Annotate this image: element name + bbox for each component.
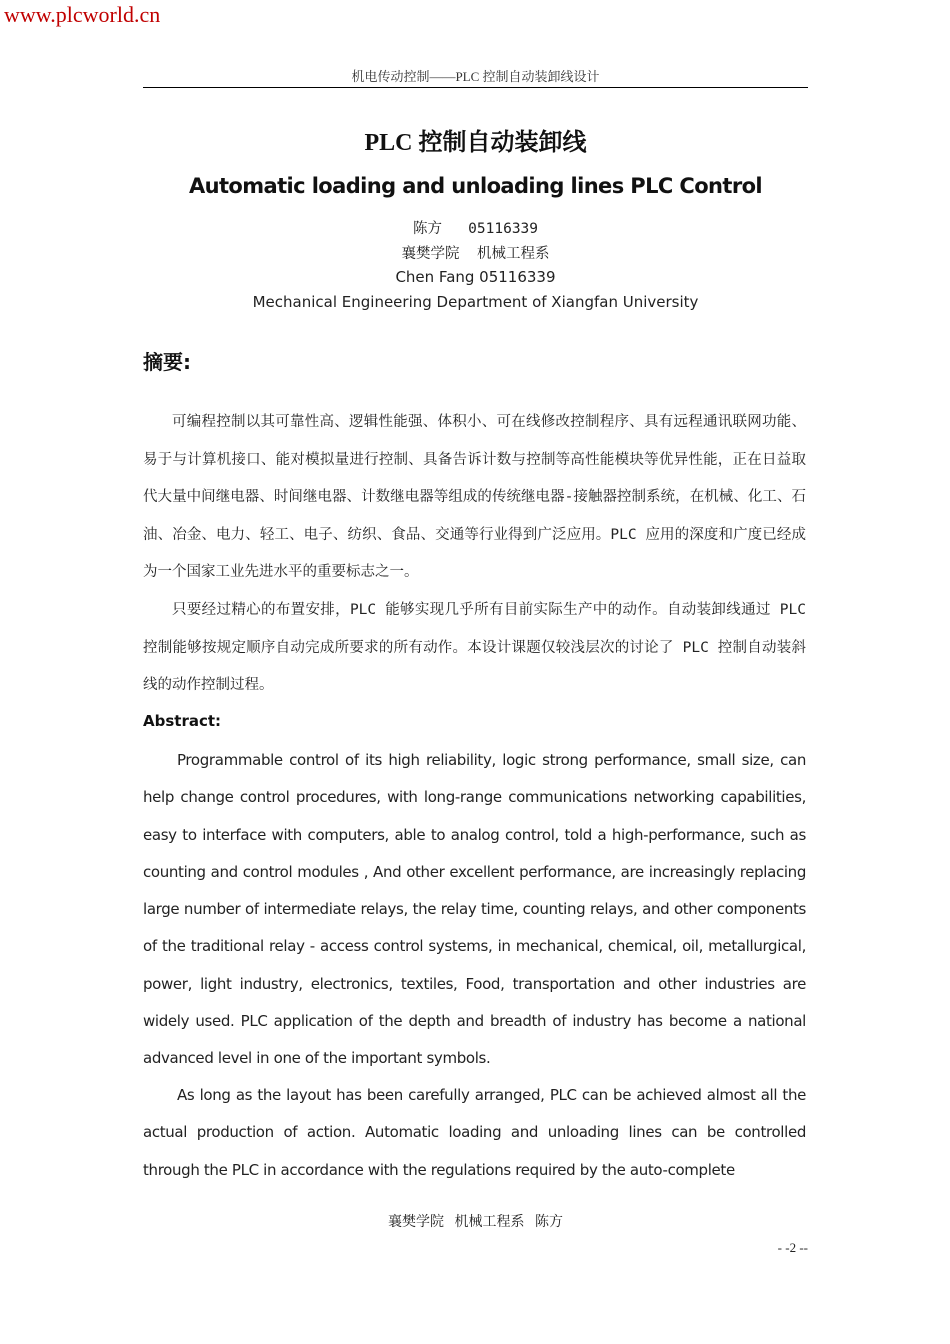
author-name-id-zh: 陈方 05116339	[412, 221, 539, 237]
abstract-paragraph-en-2: As long as the layout has been carefully arranged, PLC can be achieved almost all the actual production of action. Automatic loading and unloading lines can be controlled through the PLC in accordance with the regulations required by the auto-complete	[143, 1086, 806, 1179]
page-number: - -2 --	[777, 1240, 808, 1255]
abstract-heading-en: Abstract:	[143, 712, 222, 730]
author-name-id-en: Chen Fang 05116339	[395, 268, 556, 286]
running-header: 机电传动控制——PLC 控制自动装卸线设计	[351, 69, 600, 84]
author-department-en: Mechanical Engineering Department of Xiangfan University	[252, 293, 699, 311]
author-school-zh: 襄樊学院 机械工程系	[401, 246, 550, 262]
abstract-paragraph-zh-1: 可编程控制以其可靠性高、逻辑性能强、体积小、可在线修改控制程序、具有远程通讯联网功能、易于与计算机接口、能对模拟量进行控制、具备告诉计数与控制等高性能模块等优异性能，正在日益取代大量中间继电器、时间继电器、计数继电器等组成的传统继电器-接触器控制系统，在机械、化工、石油、冶金、电力、轻工、电子、纺织、食品、交通等行业得到广泛应用。PLC 应用的深度和广度已经成为一个国家工业先进水平的重要标志之一。	[143, 414, 806, 580]
title-english: Automatic loading and unloading lines PLC Control	[188, 174, 763, 198]
site-watermark: www.plcworld.cn	[4, 2, 161, 27]
abstract-heading-zh: 摘要:	[143, 350, 191, 374]
header-divider	[143, 87, 808, 88]
abstract-paragraph-zh-2: 只要经过精心的布置安排，PLC 能够实现几乎所有目前实际生产中的动作。自动装卸线通过 PLC 控制能够按规定顺序自动完成所要求的所有动作。本设计课题仅较浅层次的讨论了 PLC 控制自动装斜线的动作控制过程。	[143, 602, 806, 693]
abstract-paragraph-en-1: Programmable control of its high reliability, logic strong performance, small size, can help change control procedures, with long-range communications networking capabilities, easy to interface with computers, able to analog control, told a high-performance, such as counting and control modules , And other excellent performance, are increasingly replacing large number of intermediate relays, the relay time, counting relays, and other components of the traditional relay - access control systems, in mechanical, chemical, oil, metallurgical, power, light industry, electronics, textiles, Food, transportation and other industries are widely used. PLC application of the depth and breadth of industry has become a national advanced level in one of the important symbols.	[143, 751, 806, 1068]
title-chinese: PLC 控制自动装卸线	[364, 130, 587, 156]
page-footer: 襄樊学院 机械工程系 陈方	[388, 1215, 563, 1230]
